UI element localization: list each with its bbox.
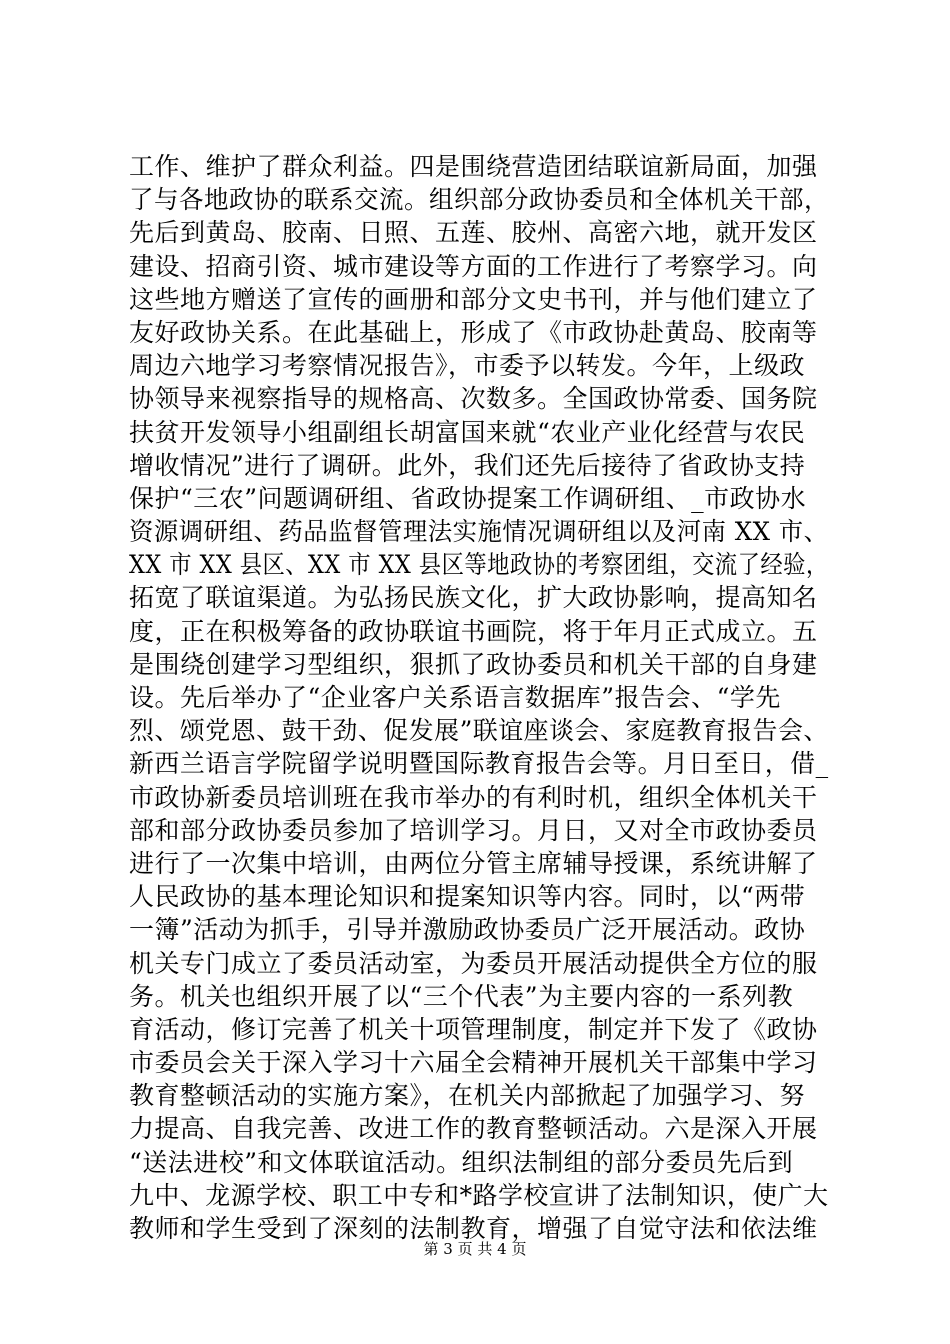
text-line: 一簿”活动为抓手，引导并激励政协委员广泛开展活动。政协 [129, 915, 806, 945]
text-line: 教师和学生受到了深刻的法制教育，增强了自觉守法和依法维 [129, 1214, 818, 1243]
text-line: 度，正在积极筹备的政协联谊书画院，将于年月正式成立。五 [129, 616, 818, 646]
text-line: 人民政协的基本理论知识和提案知识等内容。同时，以“两带 [129, 882, 806, 912]
text-line: 机关专门成立了委员活动室，为委员开展活动提供全方位的服 [129, 948, 818, 978]
text-line: “送法进校”和文体联谊活动。组织法制组的部分委员先后到 [129, 1147, 794, 1177]
text-line: 先后到黄岛、胶南、日照、五莲、胶州、高密六地，就开发区 [129, 218, 818, 248]
text-line: 务。机关也组织开展了以“三个代表”为主要内容的一系列教 [129, 981, 794, 1011]
text-line: 是围绕创建学习型组织，狠抓了政协委员和机关干部的自身建 [129, 649, 818, 679]
text-line: XX 市 XX 县区、XX 市 XX 县区等地政协的考察团组，交流了经验， [129, 550, 829, 580]
text-line: 周边六地学习考察情况报告》，市委予以转发。今年，上级政 [129, 351, 806, 381]
text-line: 资源调研组、药品监督管理法实施情况调研组以及河南 XX 市、 [129, 517, 829, 547]
text-line: 市委员会关于深入学习十六届全会精神开展机关干部集中学习 [129, 1048, 818, 1078]
text-line: 新西兰语言学院留学说明暨国际教育报告会等。月日至日，借_ [129, 749, 829, 779]
body-text [129, 150, 829, 1245]
text-line: 拓宽了联谊渠道。为弘扬民族文化，扩大政协影响，提高知名 [129, 583, 818, 613]
text-line: 友好政协关系。在此基础上，形成了《市政协赴黄岛、胶南等 [129, 317, 818, 347]
text-line: 设。先后举办了“企业客户关系语言数据库”报告会、“学先 [129, 683, 781, 712]
text-line: 保护“三农”问题调研组、省政协提案工作调研组、_市政协水 [129, 483, 807, 513]
text-line: 建设、招商引资、城市建设等方面的工作进行了考察学习。向 [129, 251, 818, 281]
text-line: 工作、维护了群众利益。四是围绕营造团结联谊新局面，加强 [129, 152, 818, 181]
page-footer: 第 3 页 共 4 页 [423, 1240, 527, 1258]
text-line: 了与各地政协的联系交流。组织部分政协委员和全体机关干部， [129, 185, 830, 215]
text-line: 教育整顿活动的实施方案》，在机关内部掀起了加强学习、努 [129, 1081, 806, 1111]
text-line: 力提高、自我完善、改进工作的教育整顿活动。六是深入开展 [129, 1114, 818, 1144]
text-line: 进行了一次集中培训，由两位分管主席辅导授课，系统讲解了 [129, 848, 818, 878]
text-line: 九中、龙源学校、职工中专和*路学校宣讲了法制知识，使广大 [129, 1180, 829, 1210]
text-line: 部和部分政协委员参加了培训学习。月日，又对全市政协委员 [129, 815, 818, 845]
text-line: 育活动，修订完善了机关十项管理制度，制定并下发了《政协 [129, 1014, 818, 1044]
text-line: 烈、颂党恩、鼓干劲、促发展”联谊座谈会、家庭教育报告会、 [129, 716, 829, 746]
text-line: 增收情况”进行了调研。此外，我们还先后接待了省政协支持 [129, 450, 806, 480]
text-line: 扶贫开发领导小组副组长胡富国来就“农业产业化经营与农民 [129, 417, 806, 447]
text-line: 市政协新委员培训班在我市举办的有利时机，组织全体机关干 [129, 782, 818, 812]
text-line: 协领导来视察指导的规格高、次数多。全国政协常委、国务院 [129, 384, 818, 414]
text-line: 这些地方赠送了宣传的画册和部分文史书刊，并与他们建立了 [129, 284, 818, 314]
